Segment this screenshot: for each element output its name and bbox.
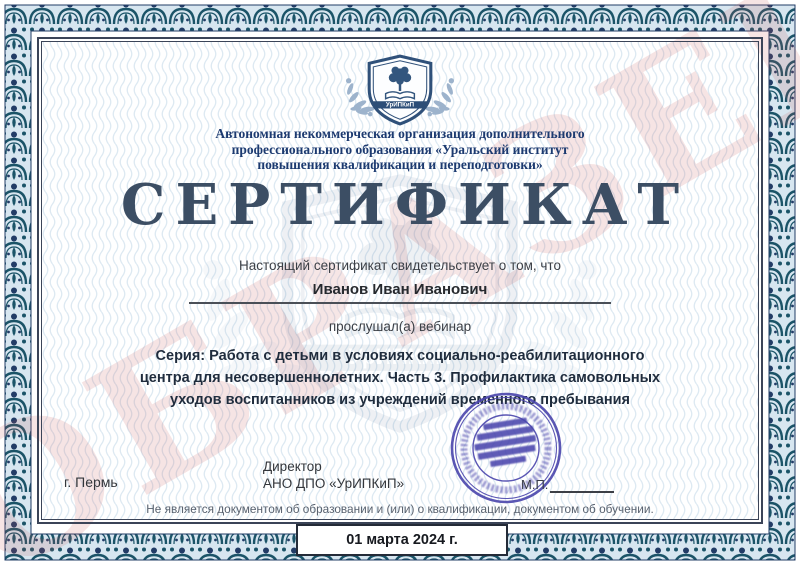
stamp-place-label: М.П. [521, 477, 549, 492]
signature-line [550, 491, 614, 493]
signatory-block [263, 459, 404, 492]
city-text: г. Пермь [64, 474, 118, 490]
course-line: Серия: Работа с детьми в условиях социально-реабилитационного [155, 348, 645, 364]
date-box [296, 524, 508, 556]
signatory-line: АНО ДПО «УрИПКиП» [263, 475, 405, 491]
course-line: уходов воспитанников из учреждений временного пребывания [169, 392, 630, 408]
org-line: профессионального образования «Уральский институт [231, 141, 569, 157]
disclaimer-text: Не является документом об образовании и (или) о квалификации, документом об обучении. [146, 502, 654, 516]
date-text: 01 марта 2024 г. [346, 532, 458, 548]
name-underline [189, 302, 611, 304]
course-line: центра для несовершеннолетних. Часть 3. Профилактика самовольных [139, 370, 661, 386]
recipient-name: Иванов Иван Иванович [312, 281, 488, 298]
signatory-line: Директор [263, 459, 322, 474]
org-line: повышения квалификации и переподготовки» [257, 157, 543, 172]
organization-name [0, 126, 800, 173]
course-title [130, 345, 670, 411]
certificate-title: СЕРТИФИКАТ [120, 172, 690, 238]
institute-logo [336, 52, 464, 128]
action-text: прослушал(а) вебинар [328, 319, 472, 334]
org-line: Автономная некоммерческая организация дополнительного [215, 126, 585, 141]
statement-text: Настоящий сертификат свидетельствует о том, что [239, 258, 561, 273]
